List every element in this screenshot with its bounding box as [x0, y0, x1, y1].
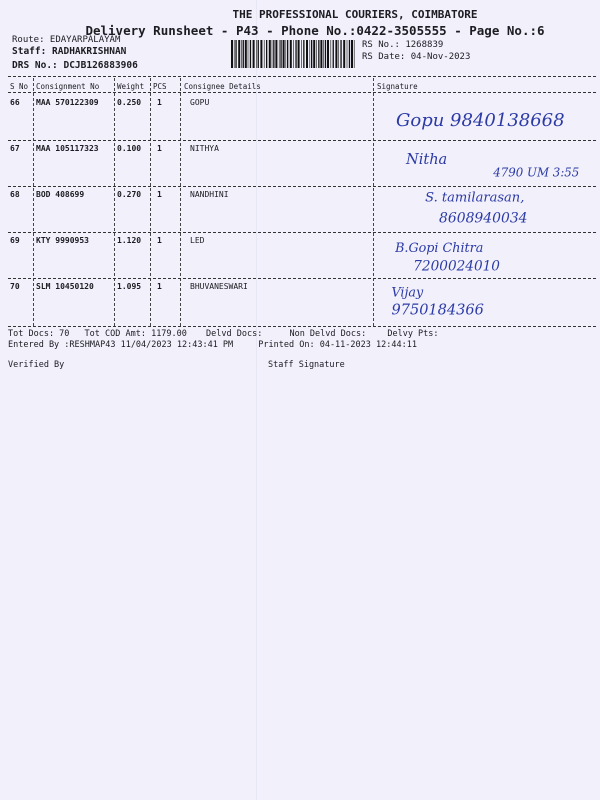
barcode-bar — [248, 40, 249, 68]
barcode-bar — [231, 40, 233, 68]
barcode-bar — [298, 40, 300, 68]
row-weight: 0.250 — [117, 98, 142, 107]
meta-right — [362, 39, 470, 63]
barcode-bar — [234, 40, 235, 68]
barcode-bar — [243, 40, 244, 68]
signature-text: 9750184366 — [391, 302, 484, 319]
rule-header — [8, 92, 596, 93]
non-delvd-docs: Non Delvd Docs: — [289, 329, 367, 339]
row-consignee: NANDHINI — [190, 190, 229, 199]
row-weight: 1.095 — [117, 282, 142, 291]
entered-by: Entered By :RESHMAP43 11/04/2023 12:43:41 PM — [8, 340, 234, 350]
signature-text: 7200024010 — [413, 258, 500, 274]
row-pcs: 1 — [157, 144, 162, 153]
footer-entry — [8, 340, 417, 350]
row-consignee: LED — [190, 236, 205, 245]
signature-text: Gopu 9840138668 — [396, 110, 565, 131]
signature-text: Nitha — [406, 151, 448, 168]
barcode-bar — [311, 40, 312, 68]
row-consignment: BOD 408699 — [36, 190, 85, 199]
row-consignee: BHUVANESWARI — [190, 282, 248, 291]
row-consignee: NITHYA — [190, 144, 219, 153]
barcode-bar — [287, 40, 288, 68]
col-signature: Signature — [377, 82, 418, 91]
barcode-bar — [325, 40, 326, 68]
row-weight: 0.270 — [117, 190, 142, 199]
barcode-bar — [269, 40, 271, 68]
barcode-bar — [250, 40, 251, 68]
row-sno: 69 — [10, 236, 20, 245]
row-pcs: 1 — [157, 98, 162, 107]
barcode-bar — [320, 40, 322, 68]
barcode-bar — [272, 40, 273, 68]
barcode-bar — [293, 40, 294, 68]
row-sno: 68 — [10, 190, 20, 199]
barcode-bar — [354, 40, 355, 68]
barcode-bar — [253, 40, 255, 68]
company-name: THE PROFESSIONAL COURIERS, COIMBATORE — [232, 8, 478, 21]
barcode-bar — [280, 40, 281, 68]
printed-on: Printed On: 04-11-2023 12:44:11 — [258, 340, 417, 350]
signature-text: Vijay — [391, 284, 424, 300]
barcode-bar — [335, 40, 337, 68]
col-consignee: Consignee Details — [184, 82, 261, 91]
barcode-bar — [283, 40, 285, 68]
row-pcs: 1 — [157, 190, 162, 199]
row-consignment: MAA 105117323 — [36, 144, 99, 153]
row-rule — [8, 278, 596, 279]
row-consignee: GOPU — [190, 98, 210, 107]
barcode-bar — [310, 40, 311, 68]
barcode-bar — [290, 40, 292, 68]
row-pcs: 1 — [157, 236, 162, 245]
rs-number: RS No.: 1268839 — [362, 40, 444, 50]
col-pcs: PCS — [153, 82, 167, 91]
drs-number: DRS No.: DCJB126883906 — [12, 60, 138, 71]
barcode-bar — [275, 40, 277, 68]
row-rule — [8, 326, 596, 327]
tot-docs: Tot Docs: 70 — [8, 329, 70, 339]
barcode-bar — [316, 40, 317, 68]
barcode-bar — [245, 40, 247, 68]
barcode-bar — [279, 40, 280, 68]
delvd-docs: Delvd Docs: — [206, 329, 263, 339]
barcode-bar — [241, 40, 242, 68]
signature-text: 8608940034 — [439, 210, 528, 226]
barcode-bar — [238, 40, 240, 68]
signature-69 — [376, 234, 596, 274]
rs-date: RS Date: 04-Nov-2023 — [362, 52, 471, 62]
barcode-bar — [347, 40, 348, 68]
signature-66 — [376, 96, 596, 136]
footer-totals — [8, 329, 439, 339]
barcode-bar — [333, 40, 334, 68]
row-sno: 67 — [10, 144, 20, 153]
barcode-bar — [258, 40, 259, 68]
barcode-bar — [273, 40, 274, 68]
row-consignment: MAA 570122309 — [36, 98, 99, 107]
row-sno: 70 — [10, 282, 20, 291]
barcode-bar — [303, 40, 304, 68]
barcode-bar — [343, 40, 345, 68]
barcode-bar — [256, 40, 257, 68]
barcode-bar — [266, 40, 267, 68]
signature-text: B.Gopi Chitra — [395, 240, 484, 256]
barcode-bar — [235, 40, 236, 68]
signature-67 — [376, 142, 596, 182]
row-sno: 66 — [10, 98, 20, 107]
delvy-pts: Delvy Pts: — [387, 329, 439, 339]
row-weight: 1.120 — [117, 236, 142, 245]
barcode-bar — [323, 40, 324, 68]
staff-signature: Staff Signature — [268, 360, 345, 370]
verified-by: Verified By — [8, 360, 65, 370]
meta-left — [12, 34, 138, 72]
barcode-bar — [340, 40, 341, 68]
barcode-bar — [331, 40, 332, 68]
col-weight: Weight — [117, 82, 145, 91]
row-consignment: SLM 10450120 — [36, 282, 94, 291]
tot-cod-amt: Tot COD Amt: 1179.00 — [84, 329, 187, 339]
barcode-bar — [301, 40, 302, 68]
runsheet-title: Delivery Runsheet - P43 - Phone No.:0422-3505555 - Page No.:6 — [85, 23, 545, 38]
barcode-bar — [306, 40, 308, 68]
barcode-bar — [327, 40, 329, 68]
barcode-bar — [286, 40, 287, 68]
signature-text: 4790 UM 3:55 — [493, 165, 580, 180]
route: Route: EDAYARPALAYAM — [12, 35, 121, 45]
signature-68 — [376, 186, 596, 226]
row-weight: 0.100 — [117, 144, 142, 153]
row-rule — [8, 140, 596, 141]
col-consignment: Consignment No — [36, 82, 100, 91]
barcode-bar — [338, 40, 339, 68]
signature-70 — [376, 280, 596, 320]
staff: Staff: RADHAKRISHNAN — [12, 46, 127, 57]
barcode-bar — [351, 40, 353, 68]
rule-top — [8, 76, 596, 77]
signature-text: S. tamilarasan, — [425, 190, 525, 206]
col-sno: S No — [10, 82, 29, 91]
barcode — [231, 40, 355, 68]
barcode-bar — [264, 40, 265, 68]
row-pcs: 1 — [157, 282, 162, 291]
row-rule — [8, 232, 596, 233]
barcode-bar — [313, 40, 315, 68]
barcode-bar — [260, 40, 262, 68]
row-consignment: KTY 9990953 — [36, 236, 89, 245]
barcode-bar — [295, 40, 296, 68]
barcode-bar — [349, 40, 350, 68]
barcode-bar — [318, 40, 319, 68]
